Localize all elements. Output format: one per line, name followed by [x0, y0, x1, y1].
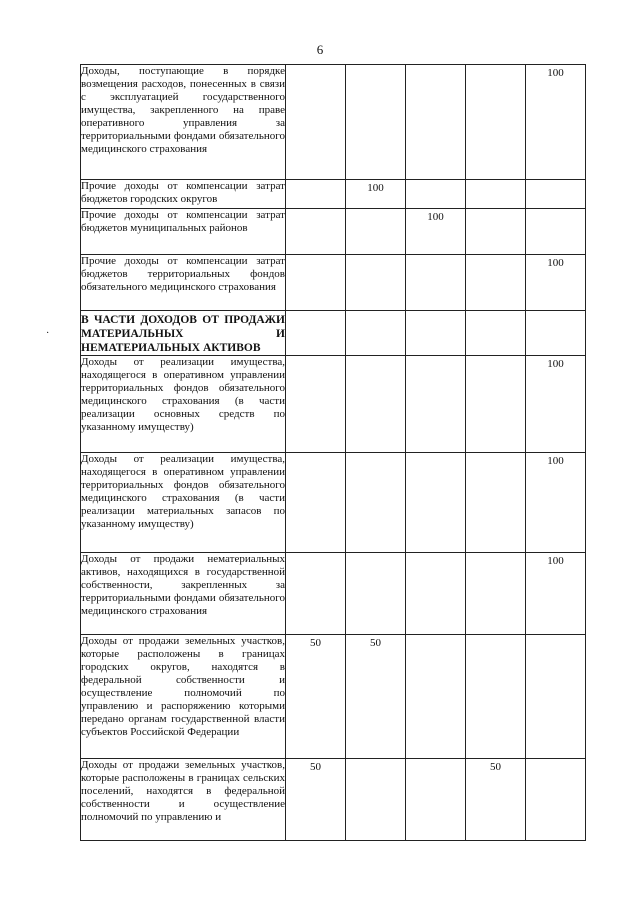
percent-cell-5 — [526, 180, 586, 209]
percent-cell-3 — [406, 356, 466, 453]
revenue-description-cell: Прочие доходы от компенсации затрат бюджетов территориальных фондов обязательного медицинского страхования — [81, 255, 286, 311]
percent-cell-3 — [406, 255, 466, 311]
revenue-description-cell: Доходы от продажи нематериальных активов, находящихся в государственной собственности, закрепленных за территориальными фондами обязательного медицинского страхования — [81, 553, 286, 635]
table-row — [81, 356, 586, 453]
percent-cell-1 — [286, 553, 346, 635]
percent-cell-4: 50 — [466, 759, 526, 841]
percent-cell-5 — [526, 635, 586, 759]
budget-revenue-table — [80, 64, 586, 841]
percent-cell-5 — [526, 209, 586, 255]
percent-cell-4 — [466, 65, 526, 180]
percent-cell-2 — [346, 65, 406, 180]
table-row — [81, 311, 586, 356]
percent-cell-4 — [466, 255, 526, 311]
percent-cell-2 — [346, 453, 406, 553]
percent-cell-2 — [346, 255, 406, 311]
table-row — [81, 553, 586, 635]
percent-cell-1 — [286, 65, 346, 180]
percent-cell-2 — [346, 311, 406, 356]
percent-cell-4 — [466, 209, 526, 255]
revenue-description-cell: Доходы от продажи земельных участков, которые расположены в границах городских округов, находятся в федеральной собственности и осуществление полномочий по управлению и распоряжению которыми передано органам государственной власти субъектов Российской Федерации — [81, 635, 286, 759]
percent-cell-1 — [286, 356, 346, 453]
percent-cell-5: 100 — [526, 255, 586, 311]
percent-cell-4 — [466, 356, 526, 453]
percent-cell-4 — [466, 453, 526, 553]
table-row — [81, 255, 586, 311]
percent-cell-2 — [346, 759, 406, 841]
percent-cell-3 — [406, 311, 466, 356]
revenue-description-cell: Прочие доходы от компенсации затрат бюджетов муниципальных районов — [81, 209, 286, 255]
percent-cell-5 — [526, 759, 586, 841]
table-row — [81, 635, 586, 759]
percent-cell-4 — [466, 311, 526, 356]
percent-cell-2 — [346, 209, 406, 255]
percent-cell-3 — [406, 180, 466, 209]
percent-cell-4 — [466, 635, 526, 759]
table-row — [81, 180, 586, 209]
percent-cell-5: 100 — [526, 453, 586, 553]
percent-cell-3 — [406, 635, 466, 759]
table-row — [81, 453, 586, 553]
percent-cell-5: 100 — [526, 553, 586, 635]
percent-cell-2: 100 — [346, 180, 406, 209]
percent-cell-1: 50 — [286, 759, 346, 841]
section-heading-cell: В ЧАСТИ ДОХОДОВ ОТ ПРОДАЖИ МАТЕРИАЛЬНЫХ И НЕМАТЕРИАЛЬНЫХ АКТИВОВ — [81, 311, 286, 356]
percent-cell-5: 100 — [526, 356, 586, 453]
percent-cell-2 — [346, 553, 406, 635]
percent-cell-1 — [286, 255, 346, 311]
revenue-description-cell: Доходы от продажи земельных участков, которые расположены в границах сельских поселений, находятся в федеральной собственности и осуществление полномочий по управлению и — [81, 759, 286, 841]
revenue-description-cell: Прочие доходы от компенсации затрат бюджетов городских округов — [81, 180, 286, 209]
percent-cell-3 — [406, 553, 466, 635]
percent-cell-3 — [406, 65, 466, 180]
percent-cell-1: 50 — [286, 635, 346, 759]
percent-cell-3 — [406, 453, 466, 553]
percent-cell-3: 100 — [406, 209, 466, 255]
percent-cell-1 — [286, 311, 346, 356]
revenue-description-cell: Доходы, поступающие в порядке возмещения расходов, понесенных в связи с эксплуатацией государственного имущества, закрепленного на праве оперативного управления за территориальными фондами обязательного медицинского страхования — [81, 65, 286, 180]
table-row — [81, 759, 586, 841]
percent-cell-3 — [406, 759, 466, 841]
percent-cell-1 — [286, 209, 346, 255]
percent-cell-4 — [466, 180, 526, 209]
percent-cell-1 — [286, 180, 346, 209]
percent-cell-5: 100 — [526, 65, 586, 180]
table-row — [81, 65, 586, 180]
percent-cell-5 — [526, 311, 586, 356]
percent-cell-2: 50 — [346, 635, 406, 759]
revenue-description-cell: Доходы от реализации имущества, находящегося в оперативном управлении территориальных фондов обязательного медицинского страхования (в части реализации материальных запасов по указанному имуществу) — [81, 453, 286, 553]
percent-cell-1 — [286, 453, 346, 553]
margin-dot: · — [46, 328, 50, 339]
percent-cell-2 — [346, 356, 406, 453]
page-number: 6 — [316, 42, 324, 57]
table-row — [81, 209, 586, 255]
revenue-description-cell: Доходы от реализации имущества, находящегося в оперативном управлении территориальных фондов обязательного медицинского страхования (в части реализации основных средств по указанному имуществу) — [81, 356, 286, 453]
percent-cell-4 — [466, 553, 526, 635]
